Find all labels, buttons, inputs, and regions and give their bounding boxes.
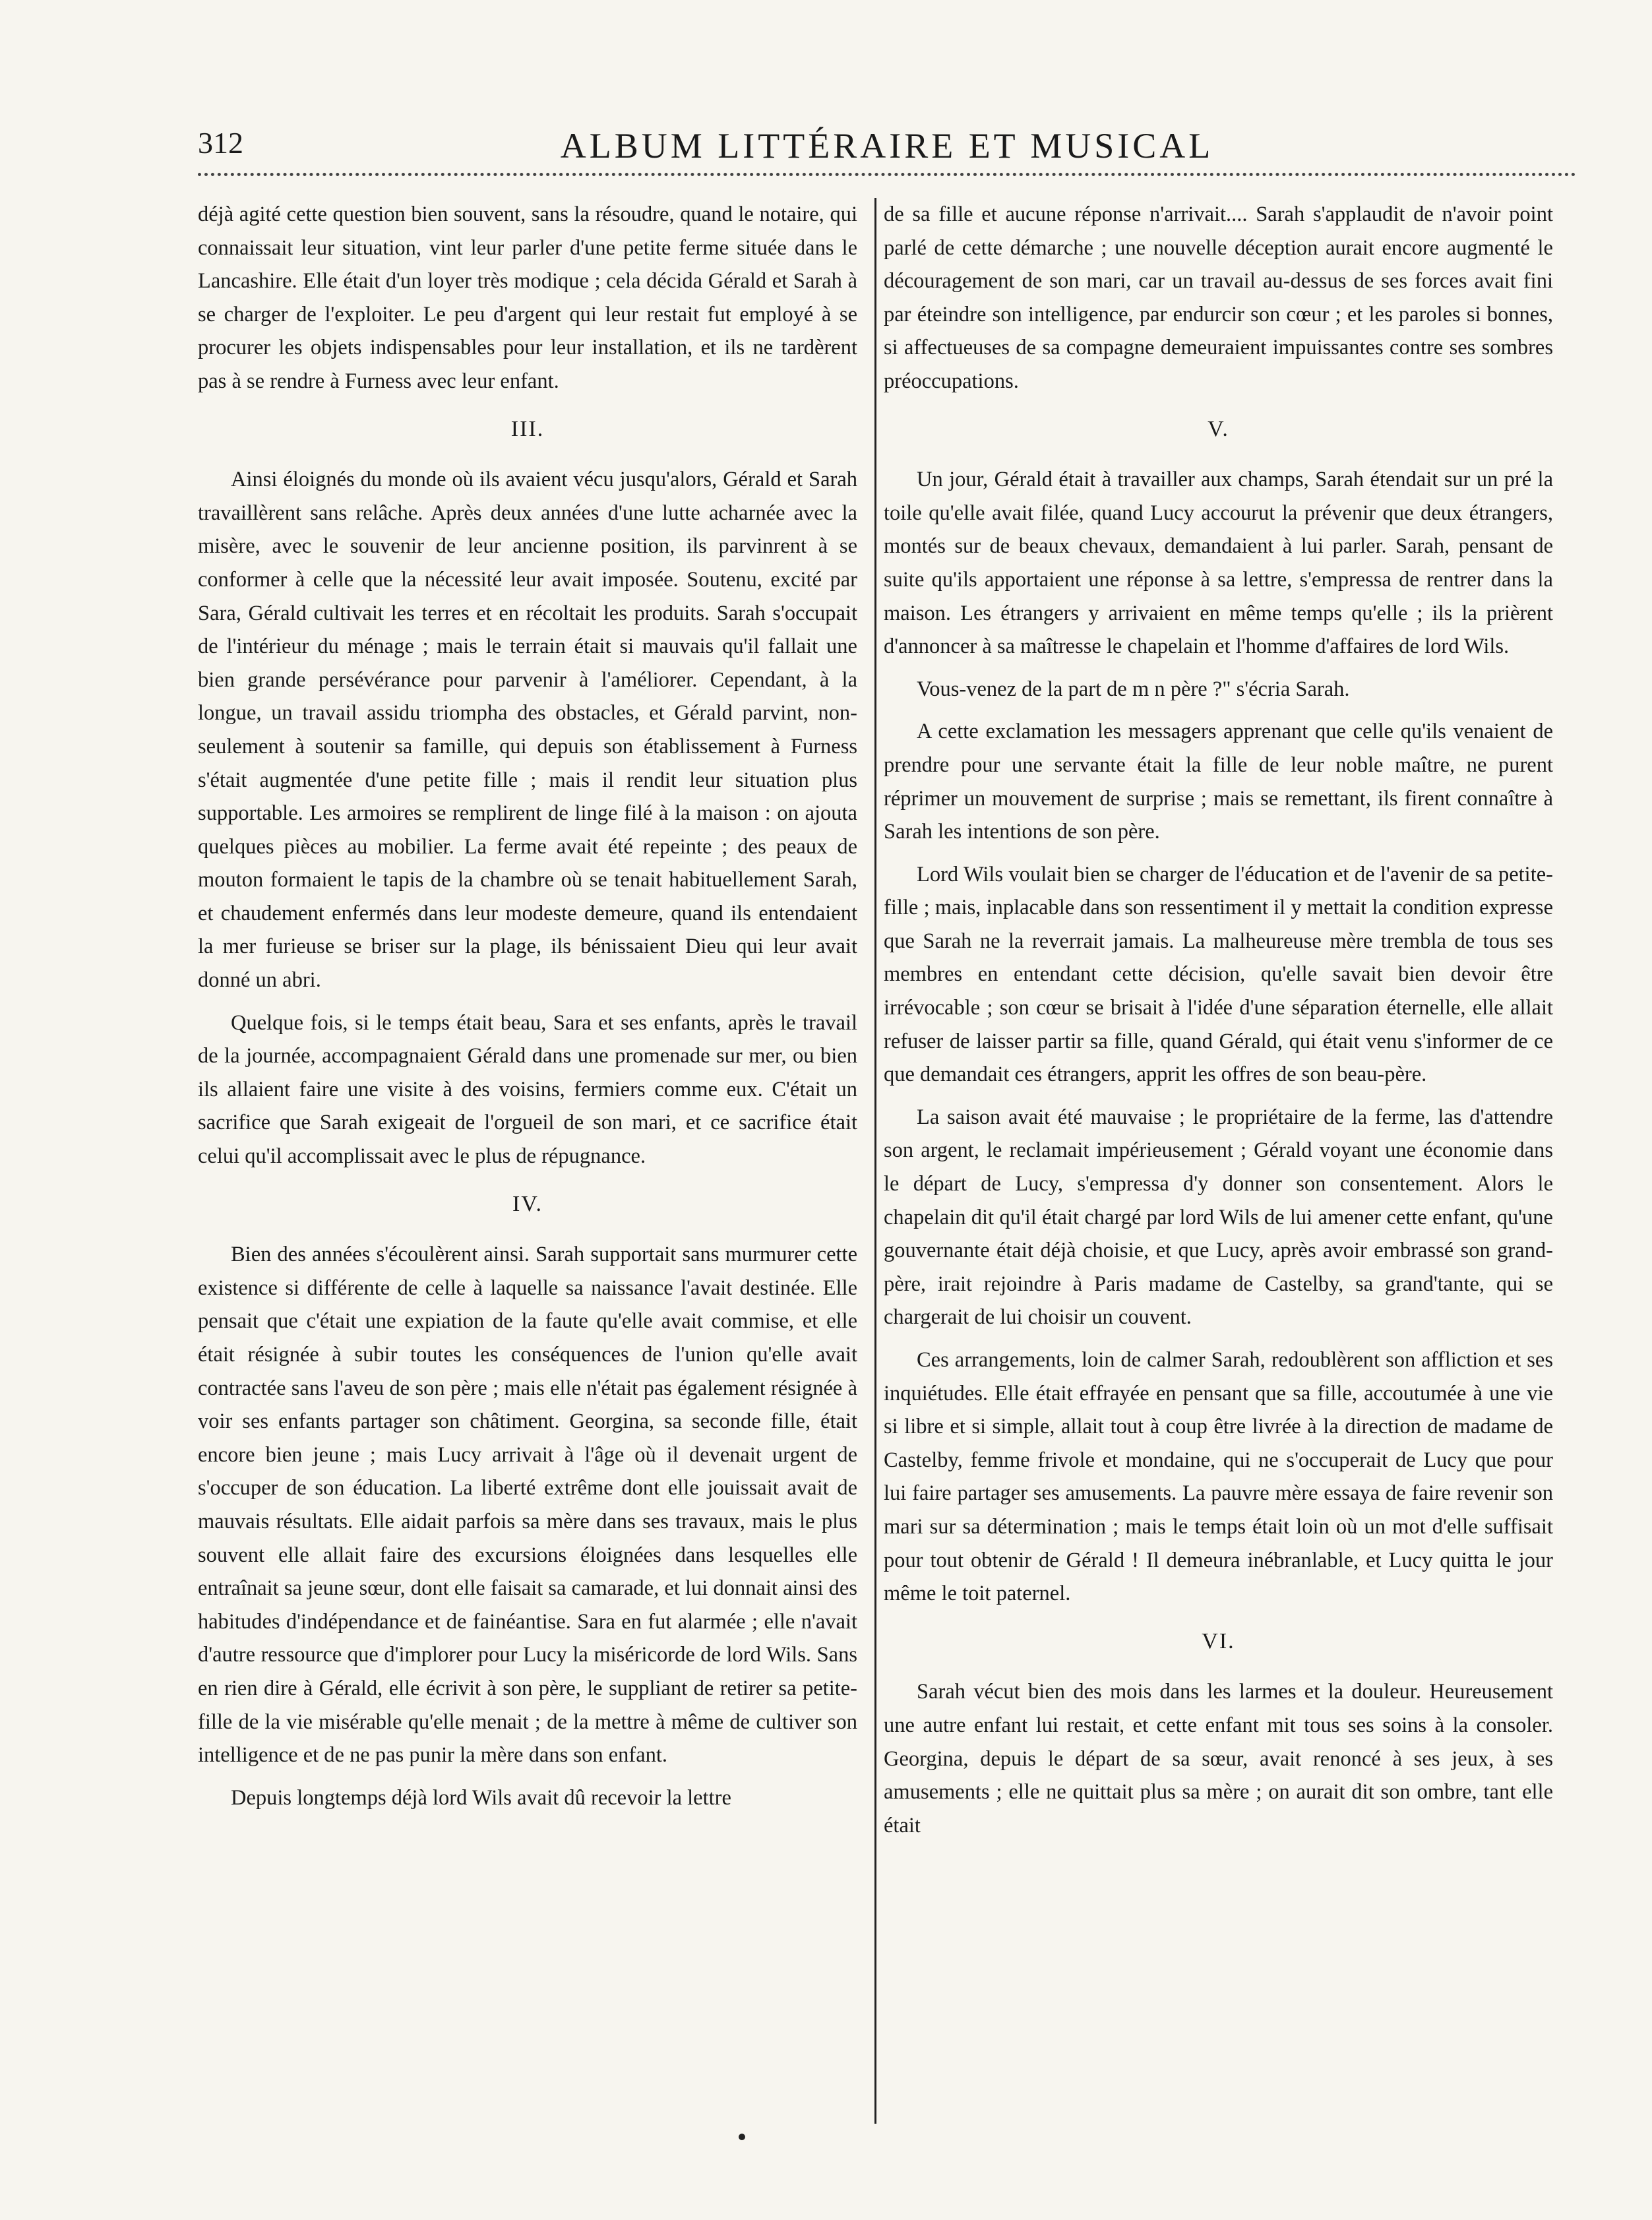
paragraph: Sarah vécut bien des mois dans les larmes et la douleur. Heureusement une autre enfant lui restait, et cette enfant mit tous ses soins à la consoler. Georgina, depuis le départ de sa sœur, avait renoncé à ses jeux, à ses amusements ; elle ne quittait plus sa mère ; on aurait dit son ombre, tant elle était	[884, 1680, 1553, 1837]
paragraph: déjà agité cette question bien souvent, sans la résoudre, quand le notaire, qui connaissait leur situation, vint leur parler d'une petite ferme située dans le Lancashire. Elle était d'un loyer très modique ; cela décida Gérald et Sarah à se charger de l'exploiter. Le peu d'argent qui leur restait fut employé à se procurer les objets indispensables pour leur installation, et ils ne tardèrent pas à se rendre à Furness avec leur enfant.	[198, 202, 857, 393]
running-title: ALBUM LITTÉRAIRE ET MUSICAL	[560, 126, 1214, 166]
page-header	[198, 125, 1576, 171]
column-divider	[874, 198, 876, 2124]
paragraph: Ces arrangements, loin de calmer Sarah, redoublèrent son affliction et ses inquiétudes. Elle était effrayée en pensant que sa fille, accoutumée à une vie si libre et si simple, allait tout à coup être livrée à la direction de madame de Castelby, femme frivole et mondaine, qui ne s'occuperait de Lucy que pour lui faire partager ses amusements. La pauvre mère essaya de faire revenir son mari sur sa détermination ; mais le temps était loin où un mot d'elle suffisait pour tout obtenir de Gérald ! Il demeura inébranlable, et Lucy quitta le jour même le toit paternel.	[884, 1348, 1553, 1606]
paragraph: Depuis longtemps déjà lord Wils avait dû recevoir la lettre	[231, 1785, 731, 1810]
paragraph: A cette exclamation les messagers apprenant que celle qu'ils venaient de prendre pour une servante était la fille de leur noble maître, ne purent réprimer un mouvement de surprise ; mais se remettant, ils firent connaître à Sarah les intentions de son père.	[884, 720, 1553, 844]
paragraph: Un jour, Gérald était à travailler aux champs, Sarah étendait sur un pré la toile qu'elle avait filée, quand Lucy accourut la prévenir que deux étrangers, montés sur de beaux chevaux, demandaient à lui parler. Sarah, pensant de suite qu'ils apportaient une réponse à sa lettre, s'empressa de rentrer dans la maison. Les étrangers y arrivaient en même temps qu'elle ; ils la prièrent d'annoncer à sa maîtresse le chapelain et l'homme d'affaires de lord Wils.	[884, 468, 1553, 659]
section-heading-iii: III.	[510, 416, 545, 441]
paragraph: La saison avait été mauvaise ; le propriétaire de la ferme, las d'attendre son argent, le reclamait impérieusement ; Gérald voyant une économie dans le départ de Lucy, s'empressa d'y donner son consentement. Alors le chapelain dit qu'il était chargé par lord Wils de lui amener cette enfant, qu'une gouvernante était déjà choisie, et que Lucy, après avoir embrassé son grand-père, irait rejoindre à Paris madame de Castelby, sa grand'tante, qui se chargerait de lui choisir un couvent.	[884, 1105, 1553, 1330]
ink-dot	[739, 2134, 745, 2140]
paragraph: de sa fille et aucune réponse n'arrivait.... Sarah s'applaudit de n'avoir point parlé de cette démarche ; une nouvelle déception aurait encore augmenté le découragement de son mari, car un travail au-dessus de ses forces avait fini par éteindre son intelligence, par endurcir son cœur ; et les paroles si bonnes, si affectueuses de sa compagne demeuraient impuissantes contre ses sombres préoccupations.	[884, 202, 1553, 393]
section-heading-iv: IV.	[512, 1191, 543, 1216]
paragraph: Quelque fois, si le temps était beau, Sara et ses enfants, après le travail de la journée, accompagnaient Gérald dans une promenade sur mer, ou bien ils allaient faire une visite à des voisins, fermiers comme eux. C'était un sacrifice que Sarah exigeait de l'orgueil de son mari, et ce sacrifice était celui qu'il accomplissait avec le plus de répugnance.	[198, 1010, 857, 1169]
header-rule	[198, 173, 1576, 176]
paragraph: Ainsi éloignés du monde où ils avaient vécu jusqu'alors, Gérald et Sarah travaillèrent sans relâche. Après deux années d'une lutte acharnée avec la misère, avec le souvenir de leur ancienne position, ils parvinrent à se conformer à celle que la nécessité leur avait imposée. Soutenu, excité par Sara, Gérald cultivait les terres et en récoltait les produits. Sarah s'occupait de l'intérieur du ménage ; mais le terrain était si mauvais qu'il fallait une bien grande persévérance pour parvenir à l'améliorer. Cependant, à la longue, un travail assidu triompha des obstacles, et Gérald parvint, non-seulement à soutenir sa famille, qui depuis son établissement à Furness s'était augmentée d'une petite fille ; mais il rendit leur situation plus supportable. Les armoires se remplirent de linge filé à la maison : on ajouta quelques pièces au mobilier. La ferme avait été repeinte ; des peaux de mouton formaient le tapis de la chambre où se tenait habituellement Sarah, et chaudement enfermés dans leur modeste demeure, quand ils entendaient la mer furieuse se briser sur la plage, ils bénissaient Dieu qui leur avait donné un abri.	[198, 468, 857, 993]
section-heading-vi: VI.	[1202, 1628, 1235, 1653]
right-column	[884, 198, 1553, 1851]
paragraph: Bien des années s'écoulèrent ainsi. Sarah supportait sans murmurer cette existence si différente de celle à laquelle sa naissance l'avait destinée. Elle pensait que c'était une expiation de la faute qu'elle avait commise, et elle était résignée à subir toutes les conséquences de l'union qu'elle avait contractée sans l'aveu de son père ; mais elle n'était pas également résignée à voir ses enfants partager son châtiment. Georgina, sa seconde fille, était encore bien jeune ; mais Lucy arrivait à l'âge où il devenait urgent de s'occuper de son éducation. La liberté extrême dont elle jouissait avait de mauvais résultats. Elle aidait parfois sa mère dans ses travaux, mais le plus souvent elle allait faire des excursions éloignées dans lesquelles elle entraînait sa jeune sœur, dont elle faisait sa camarade, et lui donnait ainsi des habitudes d'indépendance et de fainéantise. Sara en fut alarmée ; elle n'avait d'autre ressource que d'implorer pour Lucy la miséricorde de lord Wils. Sans en rien dire à Gérald, elle écrivit à son père, le suppliant de retirer sa petite-fille de la vie misérable qu'elle menait ; de la mettre à même de cultiver son intelligence et de ne pas punir la mère dans son enfant.	[198, 1243, 857, 1768]
paragraph: Lord Wils voulait bien se charger de l'éducation et de l'avenir de sa petite-fille ; mais, inplacable dans son ressentiment il y mettait la condition expresse que Sarah ne la reverrait jamais. La malheureuse mère trembla de tous ses membres en entendant cette décision, qu'elle savait bien devoir être irrévocable ; son cœur se brisait à l'idée d'une séparation éternelle, elle allait refuser de laisser partir sa fille, quand Gérald, qui était venu s'informer de ce que demandait ces étrangers, apprit les offres de son beau-père.	[884, 862, 1553, 1087]
page-number: 312	[198, 126, 243, 160]
section-heading-v: V.	[1208, 416, 1229, 441]
paragraph: Vous-venez de la part de m n père ?" s'écria Sarah.	[917, 677, 1350, 701]
left-column	[198, 198, 857, 1824]
